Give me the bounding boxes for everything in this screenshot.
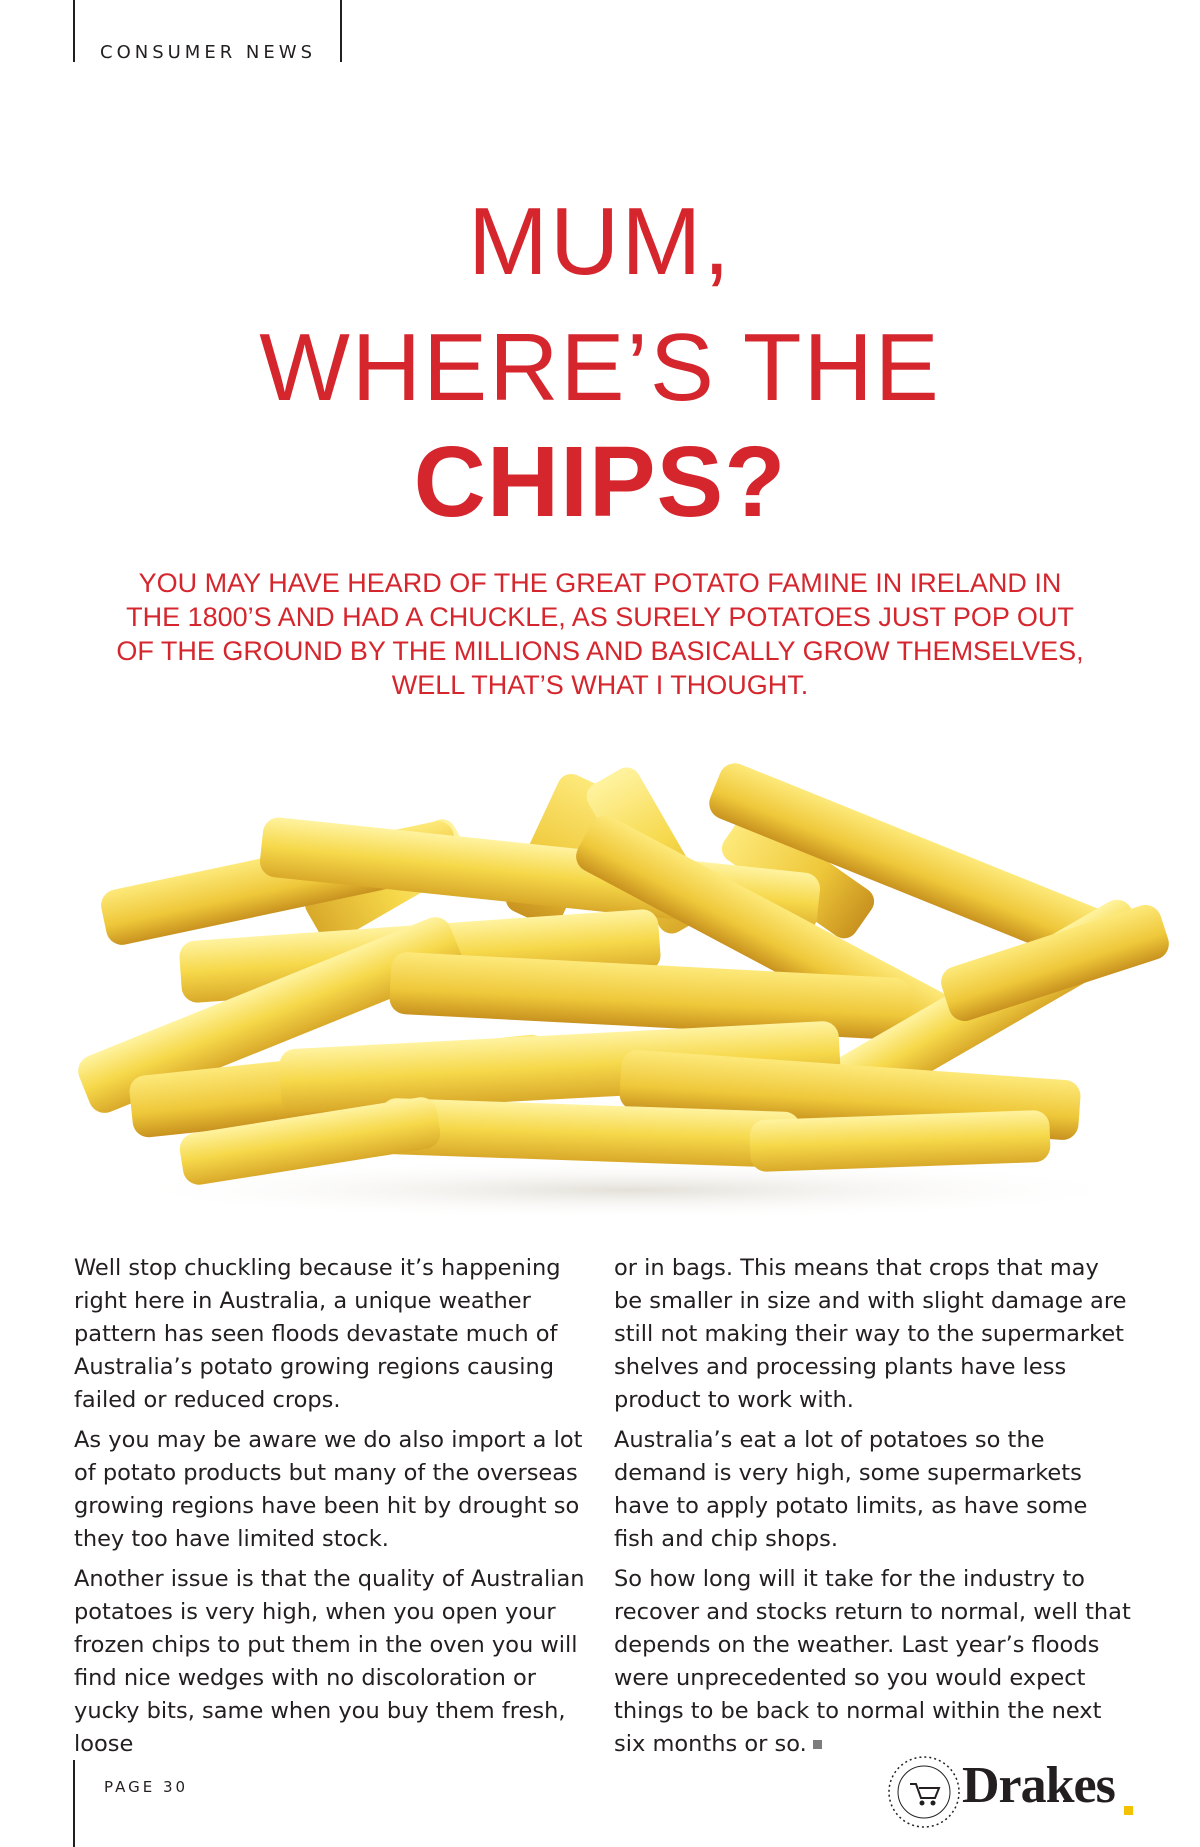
end-of-article-mark <box>813 1740 822 1749</box>
header-right-rule <box>340 0 342 62</box>
paragraph <box>614 1563 1134 1761</box>
headline-line-1: MUM, <box>468 188 732 295</box>
body-column-right <box>614 1252 1134 1768</box>
body-column-left <box>74 1252 596 1768</box>
standfirst: YOU MAY HAVE HEARD OF THE GREAT POTATO FAMINE IN IRELAND IN THE 1800’S AND HAD A CHUCKLE, AS SURELY POTATOES JUST POP OUT OF THE GROUND BY THE MILLIONS AND BASICALLY GROW THEMSELVES, WELL THAT’S WHAT I THOUGHT. <box>116 568 1084 700</box>
drakes-seal-icon <box>886 1754 962 1830</box>
paragraph: Well stop chuckling because it’s happening right here in Australia, a unique weather pattern has seen floods devastate much of Australia’s potato growing regions causing failed or reduced crops. <box>74 1255 561 1413</box>
header-left-rule <box>73 0 75 62</box>
paragraph: Australia’s eat a lot of potatoes so the demand is very high, some supermarkets have to apply potato limits, as have some fish and chip shops. <box>614 1427 1088 1552</box>
section-label: CONSUMER NEWS <box>100 42 316 63</box>
fries-photo <box>60 735 1190 1215</box>
paragraph: or in bags. This means that crops that may be smaller in size and with slight damage are still not making their way to the supermarket shelves and processing plants have less product to work with. <box>614 1255 1127 1413</box>
drakes-logo: Drakes <box>962 1757 1115 1814</box>
paragraph: Another issue is that the quality of Australian potatoes is very high, when you open your frozen chips to put them in the oven you will find nice wedges with no discoloration or yucky bits, same when you buy them fresh, loose <box>74 1566 585 1757</box>
paragraph: As you may be aware we do also import a lot of potato products but many of the overseas growing regions have been hit by drought so they too have limited stock. <box>74 1427 583 1552</box>
footer-left-rule <box>73 1760 75 1847</box>
page-number: PAGE 30 <box>104 1778 189 1796</box>
logo-dot <box>1124 1806 1133 1815</box>
headline-line-2: WHERE’S THE <box>259 314 941 421</box>
closing-paragraph-text: So how long will it take for the industry to recover and stocks return to normal, well that depends on the weather. Last year’s floods were unprecedented so you would expect things to be back to normal within the next six months or so. <box>614 1566 1131 1757</box>
headline-line-3: CHIPS? <box>413 426 787 538</box>
